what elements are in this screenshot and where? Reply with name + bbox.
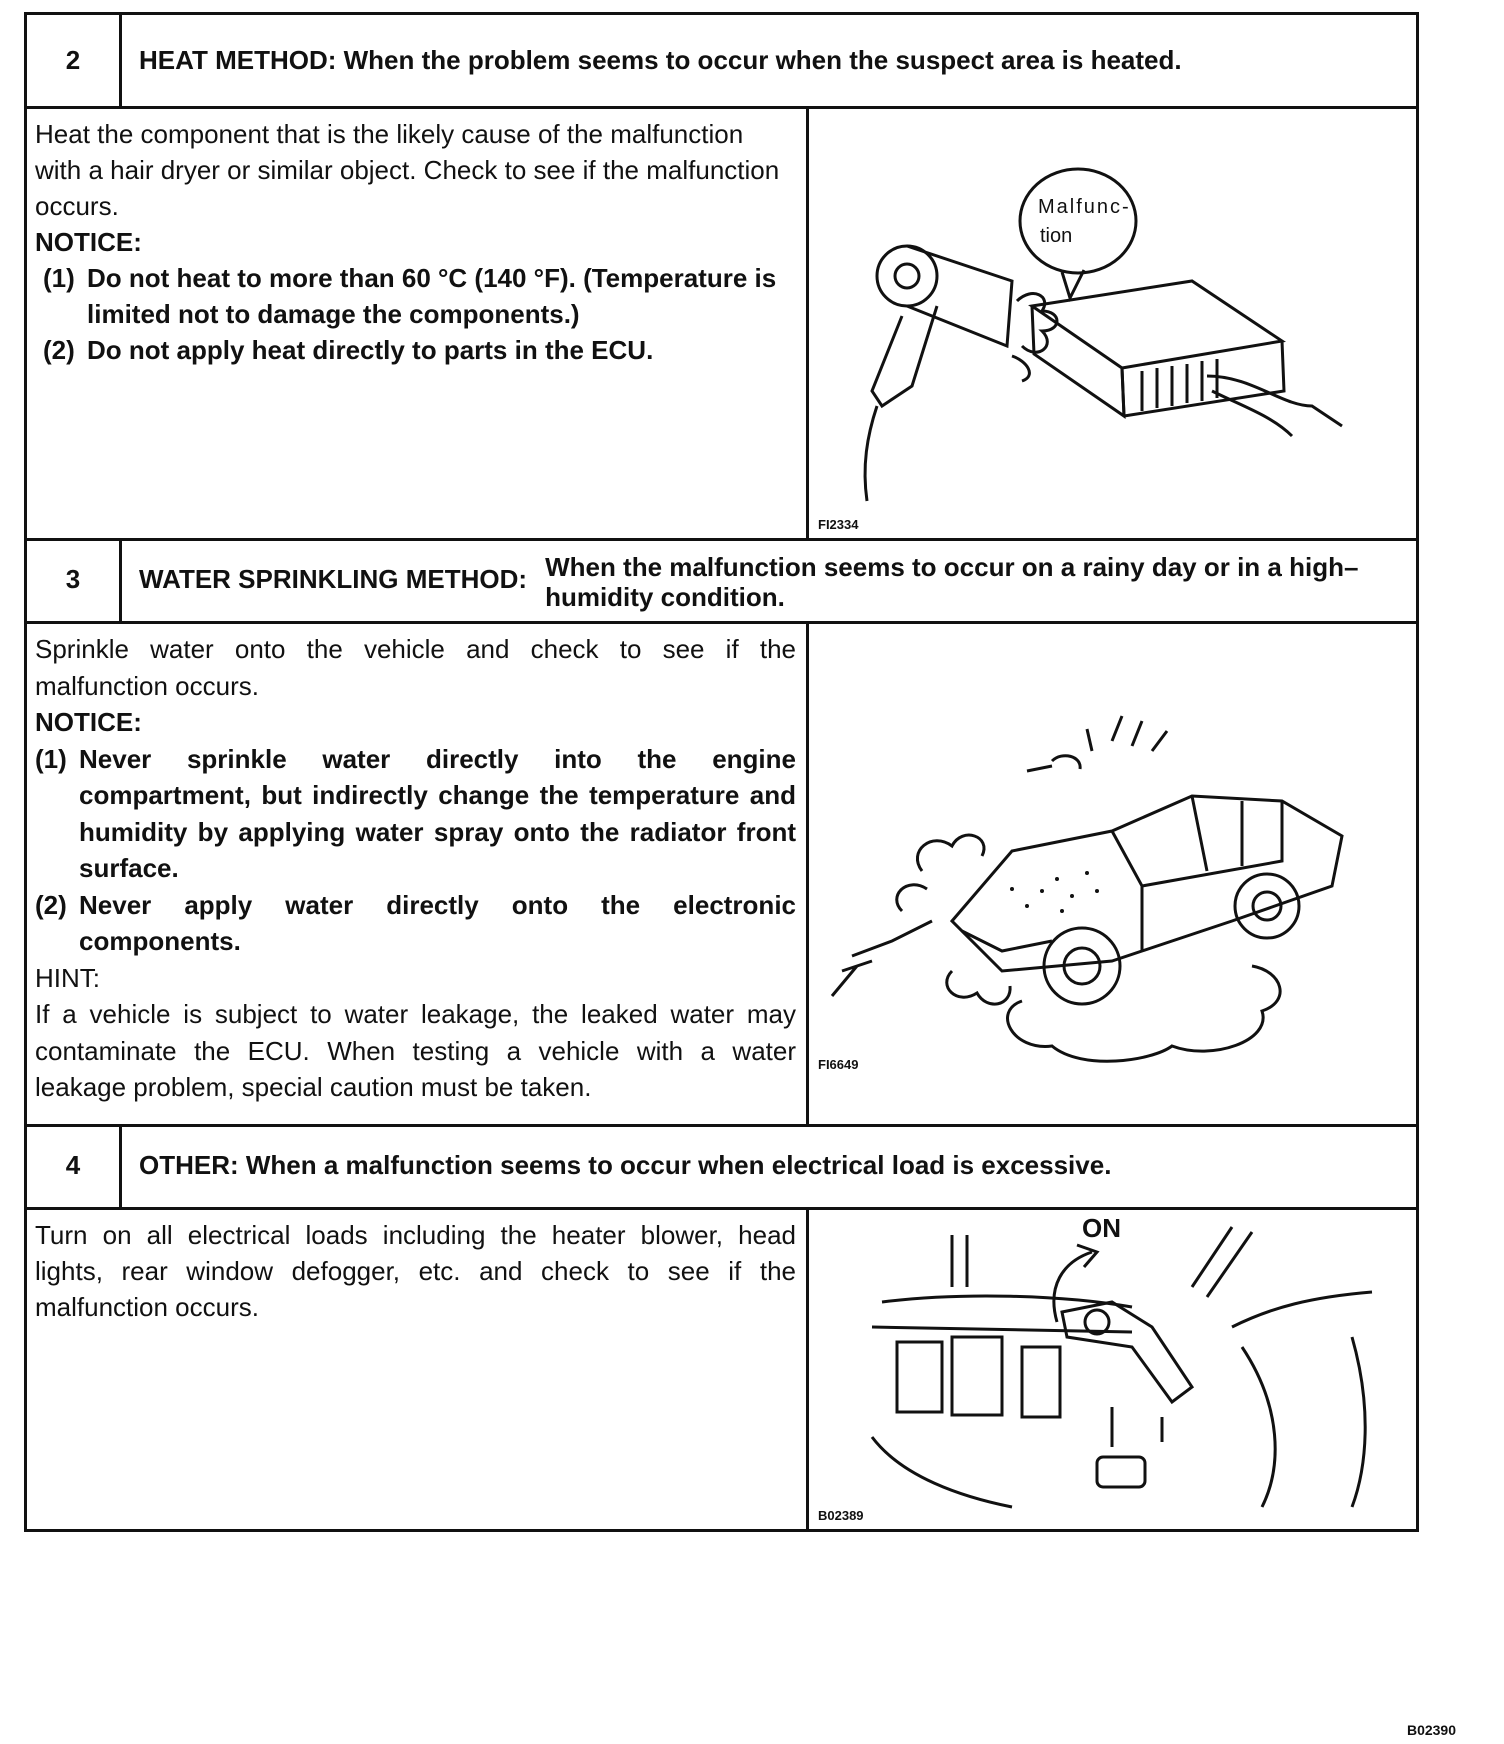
hint-text: If a vehicle is subject to water leakage, the leaked water may contaminate the ECU. When testing a vehicle with a water leakage problem, special caution must be taken. (35, 999, 796, 1102)
section-title (139, 538, 1406, 621)
section-2-body (27, 106, 1416, 541)
section-3-text (27, 621, 809, 1124)
section-number: 2 (27, 15, 122, 106)
section-number: 4 (27, 1124, 122, 1207)
procedure-table (24, 12, 1419, 1532)
notice-label: NOTICE: (35, 707, 142, 737)
section-3-body (27, 621, 1416, 1127)
section-number: 3 (27, 538, 122, 621)
notice-item: (1) Never sprinkle water directly into the engine compartment, but indirectly change the temperature and humidity by applying water spray onto the radiator front surface. (35, 743, 796, 883)
body-text: Heat the component that is the likely cause of the malfunction with a hair dryer or similar object. Check to see if the malfunction occurs. (35, 119, 780, 221)
light-switch-illustration (812, 1207, 1416, 1525)
section-2-text (27, 106, 809, 538)
body-text: Sprinkle water onto the vehicle and check to see if the malfunction occurs. (35, 634, 796, 701)
car-water-spray-illustration (812, 621, 1416, 1121)
figure-code: FI6649 (818, 1057, 859, 1072)
hair-dryer-illustration (812, 106, 1416, 534)
figure-code: B02389 (818, 1508, 864, 1523)
section-4-body (27, 1207, 1416, 1529)
section-2-header (27, 15, 1416, 109)
section-4-header (27, 1124, 1416, 1210)
section-title: HEAT METHOD: When the problem seems to occur when the suspect area is heated. (139, 45, 1182, 75)
section-title: OTHER: When a malfunction seems to occur when electrical load is excessive. (139, 1150, 1112, 1180)
on-label: ON (1082, 1213, 1121, 1243)
switch-figure (812, 1207, 1416, 1529)
section-title-detail: When the malfunction seems to occur on a rainy day or in a high–humidity condition. (545, 552, 1359, 612)
bubble-text: Malfunc- (1038, 196, 1131, 218)
page-code: B02390 (1406, 1722, 1456, 1738)
notice-label: NOTICE: (35, 227, 142, 257)
section-4-text (27, 1207, 809, 1529)
notice-item: (2) Never apply water directly onto the electronic components. (35, 889, 796, 956)
notice-item: (2) Do not apply heat directly to parts in the ECU. (43, 335, 654, 365)
section-3-header (27, 538, 1416, 624)
hair-dryer-figure (812, 106, 1416, 538)
hint-label: HINT: (35, 962, 100, 993)
figure-code: FI2334 (818, 517, 859, 532)
body-text: Turn on all electrical loads including the heater blower, head lights, rear window defogger, etc. and check to see if the malfunction occurs. (35, 1220, 796, 1322)
notice-item: (1) Do not heat to more than 60 °C (140 °F). (Temperature is limited not to damage the components.) (43, 263, 777, 329)
section-title-label: WATER SPRINKLING METHOD: (139, 564, 528, 594)
car-spray-figure (812, 621, 1416, 1124)
bubble-text: tion (1040, 225, 1073, 247)
